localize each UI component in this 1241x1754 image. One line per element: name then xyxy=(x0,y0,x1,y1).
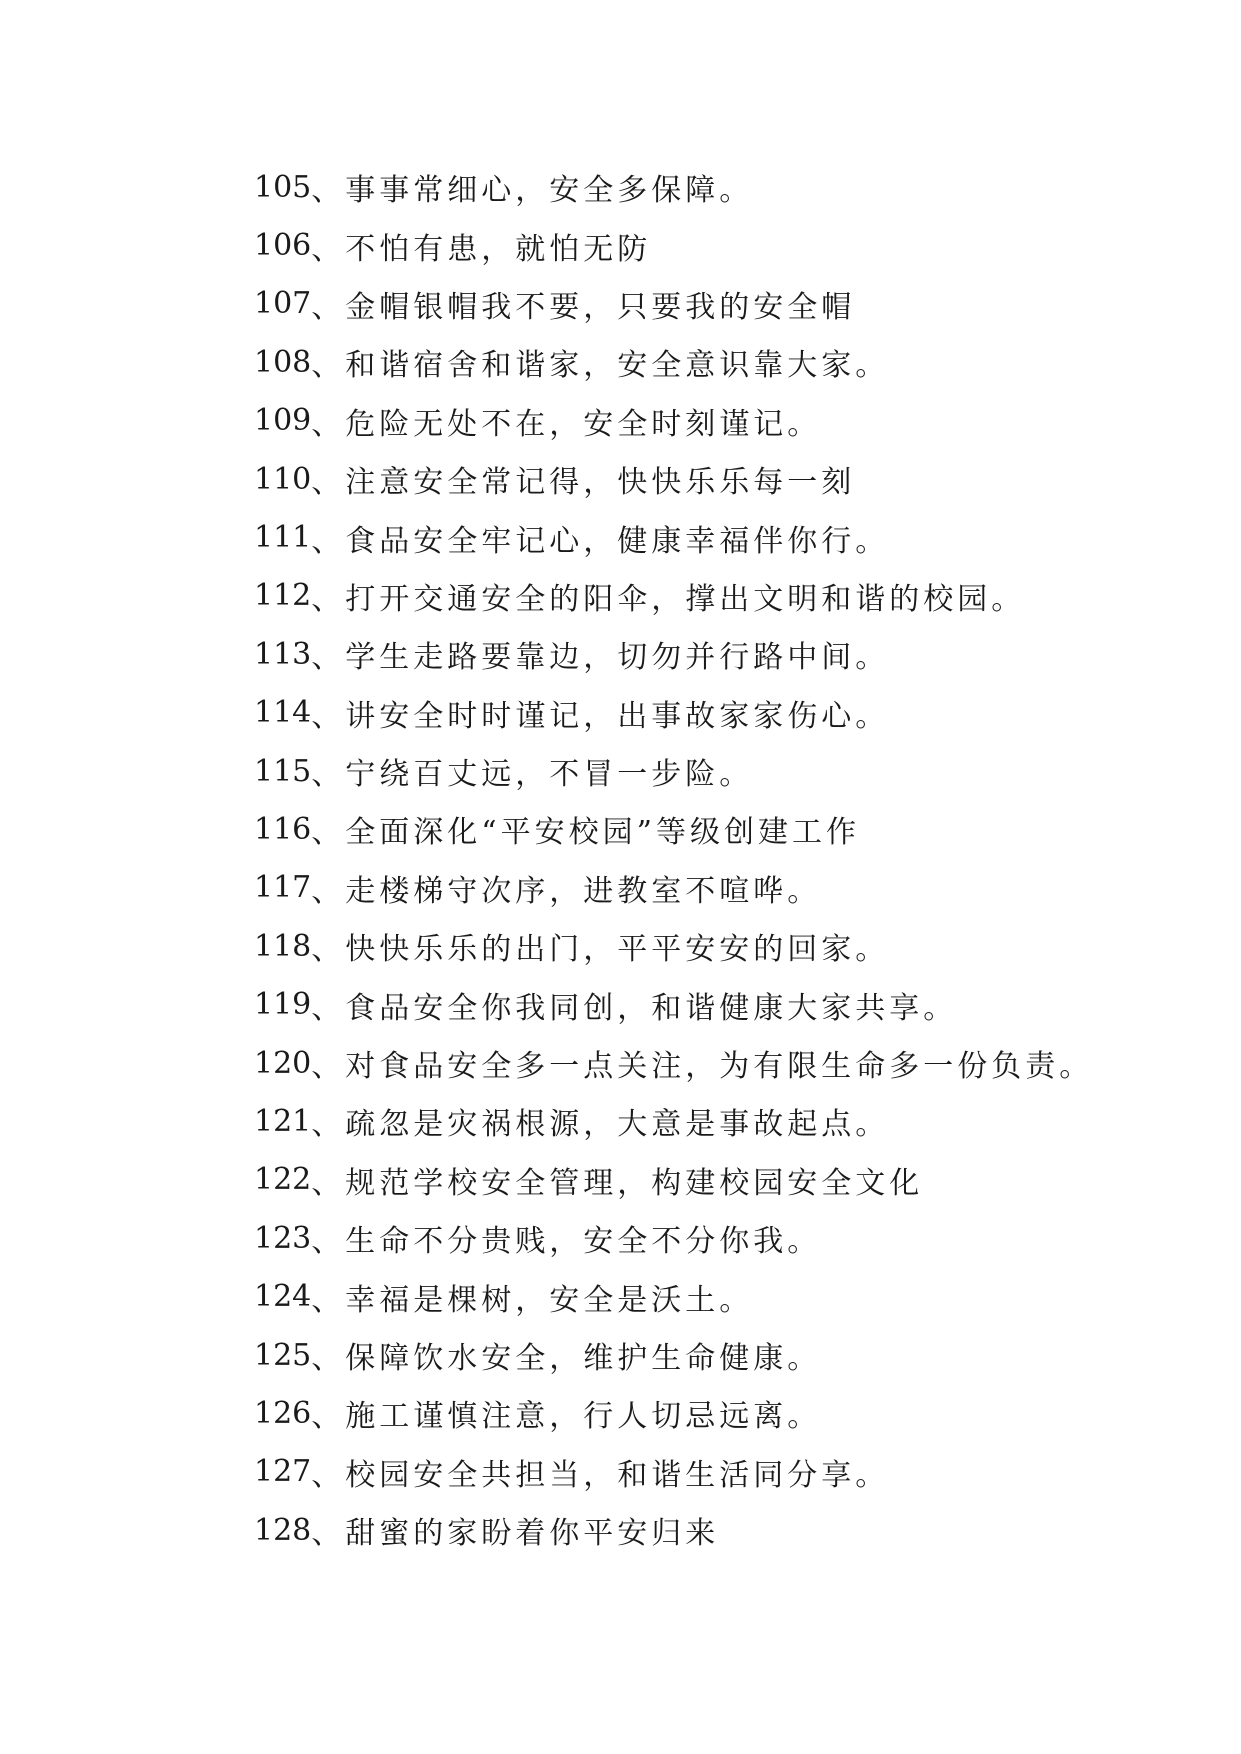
slogan-item xyxy=(254,917,1214,975)
slogan-number: 119 xyxy=(254,987,312,1023)
slogan-separator: 、 xyxy=(311,640,342,676)
slogan-text: 规范学校安全管理，构建校园安全文化 xyxy=(345,1165,924,1201)
slogan-text: 校园安全共担当，和谐生活同分享。 xyxy=(345,1457,890,1493)
slogan-separator: 、 xyxy=(311,523,342,559)
slogan-number: 111 xyxy=(254,520,312,556)
slogan-number: 115 xyxy=(254,753,312,789)
slogan-text: 走楼梯守次序，进教室不喧哗。 xyxy=(345,873,822,909)
slogan-text: 金帽银帽我不要，只要我的安全帽 xyxy=(345,289,856,325)
slogan-text: 危险无处不在，安全时刻谨记。 xyxy=(345,406,822,442)
slogan-separator: 、 xyxy=(311,1107,342,1143)
slogan-text: 学生走路要靠边，切勿并行路中间。 xyxy=(345,640,890,676)
slogan-number: 121 xyxy=(254,1103,312,1139)
slogan-number: 120 xyxy=(254,1045,312,1081)
slogan-list xyxy=(254,158,1214,1559)
slogan-item xyxy=(254,1034,1214,1092)
slogan-number: 113 xyxy=(254,636,312,672)
slogan-number: 110 xyxy=(254,461,312,497)
slogan-number: 118 xyxy=(254,928,312,964)
slogan-separator: 、 xyxy=(311,1516,342,1552)
slogan-number: 126 xyxy=(254,1395,312,1431)
slogan-separator: 、 xyxy=(311,932,342,968)
slogan-item xyxy=(254,1092,1214,1150)
slogan-text: 全面深化“平安校园”等级创建工作 xyxy=(345,815,860,851)
slogan-text: 快快乐乐的出门，平平安安的回家。 xyxy=(345,932,890,968)
slogan-number: 105 xyxy=(254,169,312,205)
slogan-item xyxy=(254,975,1214,1033)
slogan-separator: 、 xyxy=(311,698,342,734)
slogan-text: 食品安全牢记心，健康幸福伴你行。 xyxy=(345,523,890,559)
slogan-item xyxy=(254,742,1214,800)
slogan-separator: 、 xyxy=(311,757,342,793)
slogan-item xyxy=(254,158,1214,216)
slogan-text: 幸福是棵树，安全是沃土。 xyxy=(345,1282,754,1318)
slogan-text: 保障饮水安全，维护生命健康。 xyxy=(345,1341,822,1376)
slogan-separator: 、 xyxy=(311,990,342,1026)
slogan-item xyxy=(254,275,1214,333)
slogan-number: 116 xyxy=(254,811,312,847)
slogan-number: 114 xyxy=(254,695,312,731)
slogan-number: 122 xyxy=(254,1162,312,1198)
slogan-number: 128 xyxy=(254,1512,312,1548)
slogan-text: 生命不分贵贱，安全不分你我。 xyxy=(345,1224,822,1260)
slogan-text: 对食品安全多一点关注，为有限生命多一份负责。 xyxy=(345,1049,1094,1085)
slogan-text: 讲安全时时谨记，出事故家家伤心。 xyxy=(345,698,890,734)
slogan-separator: 、 xyxy=(311,1224,342,1260)
slogan-number: 125 xyxy=(254,1337,312,1373)
slogan-item xyxy=(254,859,1214,917)
slogan-separator: 、 xyxy=(311,289,342,325)
slogan-item xyxy=(254,625,1214,683)
slogan-number: 117 xyxy=(254,870,312,906)
slogan-number: 108 xyxy=(254,344,312,380)
slogan-separator: 、 xyxy=(311,231,342,267)
slogan-item xyxy=(254,1443,1214,1501)
slogan-number: 112 xyxy=(254,578,312,614)
slogan-item xyxy=(254,800,1214,858)
slogan-text: 甜蜜的家盼着你平安归来 xyxy=(345,1516,720,1552)
slogan-item xyxy=(254,333,1214,391)
slogan-separator: 、 xyxy=(311,1049,342,1085)
slogan-text: 注意安全常记得，快快乐乐每一刻 xyxy=(345,465,856,501)
slogan-number: 123 xyxy=(254,1220,312,1256)
slogan-item xyxy=(254,1326,1214,1384)
slogan-separator: 、 xyxy=(311,1399,342,1435)
slogan-text: 宁绕百丈远，不冒一步险。 xyxy=(345,757,754,793)
slogan-separator: 、 xyxy=(311,581,342,617)
slogan-separator: 、 xyxy=(311,873,342,909)
slogan-text: 打开交通安全的阳伞，撑出文明和谐的校园。 xyxy=(345,581,1026,617)
slogan-item xyxy=(254,392,1214,450)
slogan-separator: 、 xyxy=(311,173,342,209)
slogan-text: 施工谨慎注意，行人切忌远离。 xyxy=(345,1399,822,1435)
slogan-item xyxy=(254,1267,1214,1325)
slogan-number: 106 xyxy=(254,228,312,264)
slogan-separator: 、 xyxy=(311,1457,342,1493)
slogan-separator: 、 xyxy=(311,1165,342,1201)
slogan-separator: 、 xyxy=(311,465,342,501)
slogan-text: 疏忽是灾祸根源，大意是事故起点。 xyxy=(345,1107,890,1143)
slogan-separator: 、 xyxy=(311,406,342,442)
slogan-item xyxy=(254,684,1214,742)
slogan-item xyxy=(254,1151,1214,1209)
slogan-item xyxy=(254,1384,1214,1442)
slogan-number: 109 xyxy=(254,403,312,439)
slogan-item xyxy=(254,508,1214,566)
slogan-separator: 、 xyxy=(311,1341,342,1376)
slogan-number: 107 xyxy=(254,286,312,322)
slogan-item xyxy=(254,450,1214,508)
slogan-text: 不怕有患，就怕无防 xyxy=(345,231,652,267)
slogan-text: 事事常细心，安全多保障。 xyxy=(345,173,754,209)
slogan-item xyxy=(254,1501,1214,1559)
slogan-separator: 、 xyxy=(311,1282,342,1318)
slogan-number: 124 xyxy=(254,1279,312,1315)
slogan-item xyxy=(254,567,1214,625)
slogan-number: 127 xyxy=(254,1454,312,1490)
slogan-text: 和谐宿舍和谐家，安全意识靠大家。 xyxy=(345,348,890,384)
slogan-item xyxy=(254,216,1214,274)
slogan-separator: 、 xyxy=(311,348,342,384)
slogan-text: 食品安全你我同创，和谐健康大家共享。 xyxy=(345,990,958,1026)
slogan-item xyxy=(254,1209,1214,1267)
slogan-separator: 、 xyxy=(311,815,342,851)
